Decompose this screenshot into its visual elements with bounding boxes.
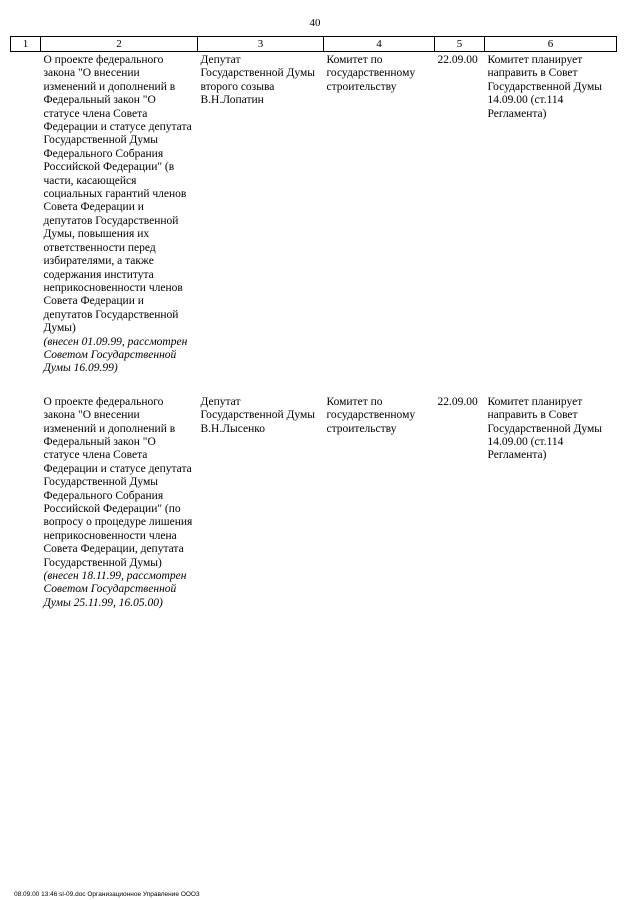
- column-number-header-row: [11, 37, 617, 52]
- bill-author-cell: Депутат Государственной Думы В.Н.Лысенко: [200, 395, 315, 435]
- column-header-2: 2: [41, 37, 198, 52]
- row-number-cell: [11, 394, 41, 611]
- bill-submission-note: (внесен 18.11.99, рассмотрен Советом Государственной Думы 25.11.99, 16.05.00): [43, 570, 187, 609]
- bill-title-cell: [41, 394, 198, 611]
- bill-author-cell: Депутат Государственной Думы второго созыва В.Н.Лопатин: [200, 54, 315, 107]
- document-footer: 08.09.00 13:46 sl-09.doc Организационное Управление ООО3: [14, 891, 200, 898]
- bill-submission-note: (внесен 01.09.99, рассмотрен Советом Государственной Думы 16.09.99): [43, 335, 188, 375]
- status-cell: Комитет планирует направить в Совет Государственной Думы 14.09.00 (ст.114 Регламента): [487, 54, 602, 120]
- table-row: [11, 394, 617, 611]
- status-cell: Комитет планирует направить в Совет Государственной Думы 14.09.00 (ст.114 Регламента): [487, 395, 602, 462]
- bill-title-cell: [41, 52, 198, 376]
- table-row: [11, 52, 617, 376]
- bill-title: О проекте федерального закона "О внесении изменений и дополнений в Федеральный закон "О статусе члена Совета Федерации и статусе депутата Государственной Думы Федерального Собрания Российской Федерации" (в части, касающейся социальных гарантий членов Совета Федерации и депутатов Государственной Думы, повышения их ответственности перед избирателями, а также содержания института неприкосновенности членов Совета Федерации и депутатов Государственной Думы): [43, 54, 192, 335]
- row-number-cell: [11, 52, 41, 376]
- bill-title: О проекте федерального закона "О внесении изменений и дополнений в Федеральный закон "О статусе члена Совета Федерации и статусе депутата Государственной Думы Федерального Собрания Российской Федерации" (по вопросу о процедуре лишения неприкосновенности члена Совета Федерации, депутата Государственной Думы): [43, 395, 193, 569]
- consideration-date-cell: 22.09.00: [437, 54, 478, 66]
- page-number: 40: [309, 17, 321, 29]
- column-header-6: 6: [485, 37, 617, 52]
- column-header-5: 5: [435, 37, 485, 52]
- bills-table-wrapper: [10, 36, 616, 610]
- bills-table: [10, 36, 617, 610]
- responsible-committee-cell: Комитет по государственному строительству: [326, 54, 416, 93]
- responsible-committee-cell: Комитет по государственному строительству: [326, 395, 416, 435]
- row-spacer: [11, 376, 617, 394]
- column-header-1: 1: [11, 37, 41, 52]
- consideration-date-cell: 22.09.00: [437, 395, 478, 408]
- column-header-3: 3: [198, 37, 324, 52]
- column-header-4: 4: [324, 37, 435, 52]
